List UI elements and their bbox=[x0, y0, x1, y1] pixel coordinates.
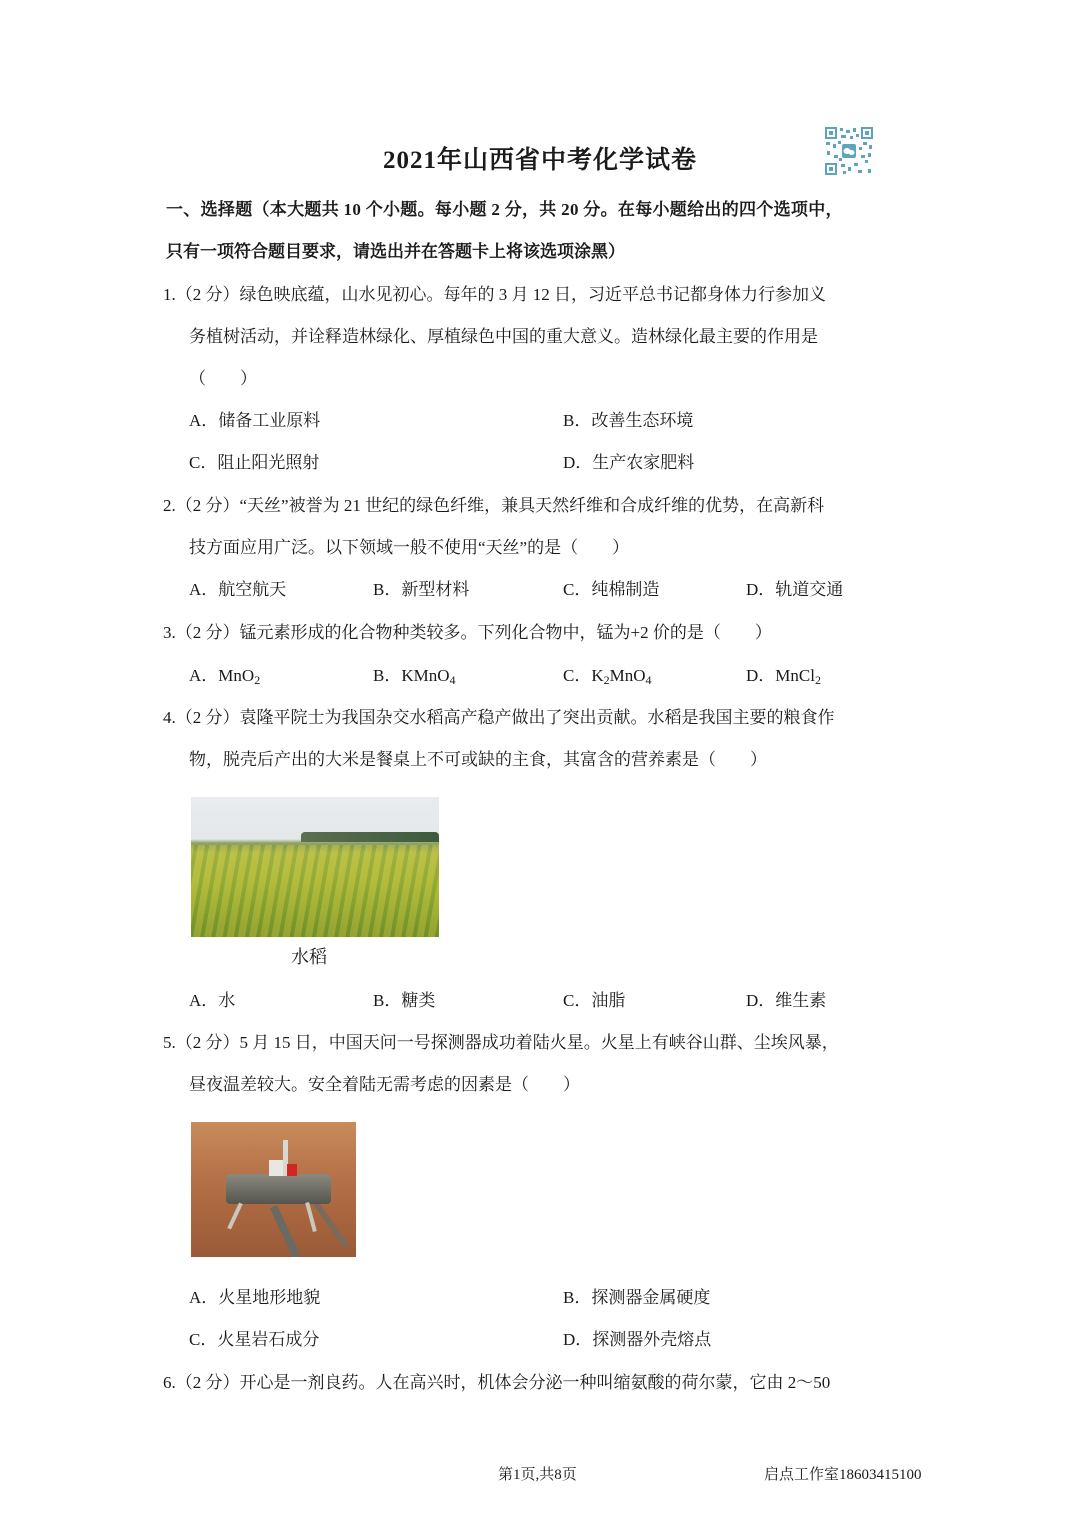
q1-option-b[interactable]: B．改善生态环境 bbox=[563, 411, 694, 430]
question-2-stem-cont: 技方面应用广泛。以下领域一般不使用“天丝”的是（ ） bbox=[189, 538, 630, 557]
q4-option-c[interactable]: C．油脂 bbox=[563, 991, 626, 1010]
studio-credit: 启点工作室18603415100 bbox=[764, 1467, 922, 1483]
q5-option-c[interactable]: C．火星岩石成分 bbox=[189, 1330, 320, 1349]
question-1-stem: 1.（2 分）绿色映底蕴，山水见初心。每年的 3 月 12 日，习近平总书记都身体力行参加义 bbox=[163, 285, 826, 304]
q5-option-a[interactable]: A．火星地形地貌 bbox=[189, 1288, 321, 1307]
question-4-stem-cont: 物，脱壳后产出的大米是餐桌上不可或缺的主食，其富含的营养素是（ ） bbox=[189, 750, 767, 769]
q5-option-b[interactable]: B．探测器金属硬度 bbox=[563, 1288, 711, 1307]
q2-option-a[interactable]: A．航空航天 bbox=[189, 580, 287, 599]
q3-option-c[interactable] bbox=[563, 664, 652, 688]
formula: KMnO bbox=[401, 666, 450, 685]
image-caption: 水稻 bbox=[291, 947, 327, 968]
q4-option-a[interactable]: A．水 bbox=[189, 991, 236, 1010]
rice-field-image bbox=[191, 797, 439, 937]
question-4-stem: 4.（2 分）袁隆平院士为我国杂交水稻高产稳产做出了突出贡献。水稻是我国主要的粮食作 bbox=[163, 708, 835, 727]
q4-option-b[interactable]: B．糖类 bbox=[373, 991, 436, 1010]
formula-subscript: 2 bbox=[603, 673, 610, 687]
mars-lander-image bbox=[191, 1122, 356, 1257]
q1-option-c[interactable]: C．阻止阳光照射 bbox=[189, 453, 320, 472]
qr-code-icon bbox=[823, 125, 875, 177]
tree-line bbox=[301, 832, 439, 842]
question-5-stem-cont: 昼夜温差较大。安全着陆无需考虑的因素是（ ） bbox=[189, 1075, 580, 1094]
formula-tail: MnO bbox=[609, 666, 646, 685]
formula: MnCl bbox=[775, 666, 815, 685]
formula: MnO bbox=[218, 666, 255, 685]
q3-option-d[interactable] bbox=[746, 664, 821, 688]
q2-option-c[interactable]: C．纯棉制造 bbox=[563, 580, 660, 599]
q2-option-d[interactable]: D．轨道交通 bbox=[746, 580, 844, 599]
option-prefix: C． bbox=[563, 666, 592, 685]
option-prefix: A． bbox=[189, 666, 219, 685]
section-heading: 一、选择题（本大题共 10 个小题。每小题 2 分，共 20 分。在每小题给出的四个选项中， bbox=[166, 200, 843, 219]
option-prefix: B． bbox=[373, 666, 402, 685]
q2-option-b[interactable]: B．新型材料 bbox=[373, 580, 470, 599]
formula-subscript: 4 bbox=[449, 673, 456, 687]
lander-leg bbox=[227, 1202, 242, 1229]
formula-subscript: 2 bbox=[254, 673, 261, 687]
question-3-stem: 3.（2 分）锰元素形成的化合物种类较多。下列化合物中，锰为+2 价的是（ ） bbox=[163, 623, 772, 642]
q1-option-a[interactable]: A．储备工业原料 bbox=[189, 411, 321, 430]
page-number: 第1页,共8页 bbox=[498, 1467, 577, 1483]
rover-flag bbox=[287, 1164, 297, 1176]
page-title: 2021年山西省中考化学试卷 bbox=[382, 147, 697, 174]
formula-subscript: 4 bbox=[645, 673, 652, 687]
lander-deck bbox=[226, 1174, 331, 1204]
formula: K bbox=[591, 666, 604, 685]
lander-ramp bbox=[270, 1205, 300, 1257]
option-prefix: D． bbox=[746, 666, 776, 685]
q4-option-d[interactable]: D．维生素 bbox=[746, 991, 827, 1010]
q1-option-d[interactable]: D．生产农家肥料 bbox=[563, 453, 695, 472]
q5-option-d[interactable]: D．探测器外壳熔点 bbox=[563, 1330, 712, 1349]
question-1-stem-cont: 务植树活动，并诠释造林绿化、厚植绿色中国的重大意义。造林绿化最主要的作用是 bbox=[189, 327, 818, 346]
q3-option-b[interactable] bbox=[373, 664, 456, 688]
question-5-stem: 5.（2 分）5 月 15 日，中国天问一号探测器成功着陆火星。火星上有峡谷山群、尘埃风暴， bbox=[163, 1033, 839, 1052]
q3-option-a[interactable] bbox=[189, 664, 260, 688]
question-6-stem: 6.（2 分）开心是一剂良药。人在高兴时，机体会分泌一种叫缩氨酸的荷尔蒙，它由 2～50 bbox=[163, 1373, 831, 1392]
rice-stalks bbox=[191, 845, 439, 937]
question-2-stem: 2.（2 分）“天丝”被誉为 21 世纪的绿色纤维，兼具天然纤维和合成纤维的优势，在高新科 bbox=[163, 496, 825, 515]
rover-body bbox=[269, 1160, 283, 1176]
section-heading-cont: 只有一项符合题目要求，请选出并在答题卡上将该选项涂黑） bbox=[166, 242, 625, 261]
question-1-blank: （ ） bbox=[189, 369, 257, 388]
formula-subscript: 2 bbox=[814, 673, 821, 687]
